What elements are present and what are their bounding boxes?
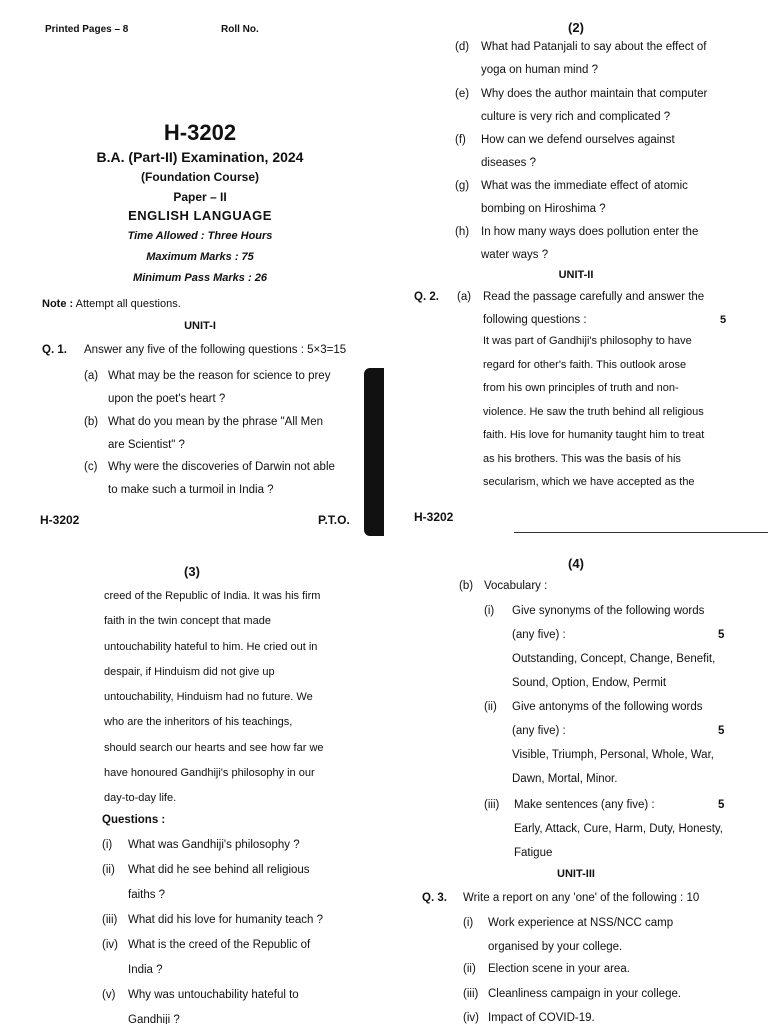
item-words: Early, Attack, Cure, Harm, Duty, Honesty, [514, 823, 723, 835]
passage-line: creed of the Republic of India. It was his firm [104, 590, 321, 602]
item-label: (ii) [463, 963, 476, 975]
page-3 [0, 540, 384, 1024]
footer-pto: P.T.O. [318, 513, 350, 527]
item-words: Visible, Triumph, Personal, Whole, War, [512, 749, 714, 761]
passage [104, 584, 348, 812]
item-line: water ways ? [481, 249, 549, 261]
passage-line: untouchability, Hinduism had no future. We [104, 691, 313, 704]
item-label: (b) [84, 416, 99, 428]
item-words: Sound, Option, Endow, Permit [512, 677, 667, 689]
item-label: (iii) [484, 799, 500, 811]
printed-pages: Printed Pages – 8 [45, 24, 129, 35]
item-line: What do you mean by the phrase "All Men [108, 416, 324, 428]
note-label: Note : [42, 298, 74, 310]
item-line: (any five) : [512, 725, 566, 737]
item-label: (i) [463, 917, 474, 929]
item-line: Why does the author maintain that computer [481, 88, 708, 100]
footer-code: H-3202 [40, 513, 80, 527]
item-line: Impact of COVID-19. [488, 1012, 595, 1024]
q1-label: Q. 1. [42, 344, 67, 356]
item-words: Outstanding, Concept, Change, Benefit, [512, 653, 716, 665]
maximum-marks: Maximum Marks : 75 [146, 251, 254, 263]
item-label: (i) [484, 605, 495, 617]
q2a-line: following questions : [483, 314, 587, 326]
item-label: (i) [102, 839, 113, 851]
item-line: Cleanliness campaign in your college. [488, 988, 682, 1000]
passage-line: violence. He saw the truth behind all religious [483, 405, 704, 418]
item-line: What was Gandhiji's philosophy ? [128, 839, 300, 851]
item-line: Election scene in your area. [488, 963, 630, 975]
item-label: (h) [455, 226, 470, 238]
item-line: What had Patanjali to say about the effect of [481, 41, 707, 53]
q2a-line: Read the passage carefully and answer the [483, 291, 705, 303]
item-label: (d) [455, 41, 470, 53]
item-line: In how many ways does pollution enter the [481, 226, 699, 238]
item-line: culture is very rich and complicated ? [481, 111, 671, 123]
subject-title: ENGLISH LANGUAGE [128, 208, 272, 223]
passage-line: It was part of Gandhiji's philosophy to have [483, 335, 692, 347]
course-name: (Foundation Course) [141, 170, 259, 184]
passage-line: who are the inheritors of his teachings, [104, 716, 293, 729]
item-label: (c) [84, 461, 98, 473]
item-line: faiths ? [128, 889, 166, 901]
item-line: Give synonyms of the following words [512, 605, 705, 617]
item-label: (iv) [463, 1012, 479, 1024]
item-marks: 5 [718, 629, 725, 641]
note-text: Attempt all questions. [75, 298, 181, 310]
item-label: (iii) [102, 914, 118, 926]
passage [483, 330, 729, 495]
item-line: What is the creed of the Republic of [128, 939, 311, 951]
item-line: (any five) : [512, 629, 566, 641]
page-4 [384, 540, 768, 1024]
exam-title: B.A. (Part-II) Examination, 2024 [96, 149, 304, 165]
passage-line: should search our hearts and see how far we [104, 741, 324, 754]
item-line: Work experience at NSS/NCC camp [488, 917, 674, 929]
item-label: (ii) [102, 864, 115, 876]
time-allowed: Time Allowed : Three Hours [127, 230, 273, 242]
binding-shadow [364, 368, 384, 536]
item-line: What did he see behind all religious [128, 864, 310, 876]
item-line: to make such a turmoil in India ? [108, 484, 274, 496]
item-words: Fatigue [514, 847, 553, 859]
b-text: Vocabulary : [484, 580, 548, 592]
item-label: (iii) [463, 988, 479, 1000]
item-line: are Scientist" ? [108, 439, 185, 451]
item-label: (a) [84, 370, 99, 382]
item-line: Gandhiji ? [128, 1014, 180, 1024]
item-line: Why were the discoveries of Darwin not able [108, 461, 335, 473]
paper-code: H-3202 [163, 120, 237, 145]
item-label: (e) [455, 88, 470, 100]
page-number: (4) [568, 556, 584, 571]
page-edge [514, 532, 768, 533]
unit-heading: UNIT-I [184, 320, 216, 332]
note [42, 298, 181, 310]
roll-no-label: Roll No. [221, 24, 259, 35]
passage-line: secularism, which we have accepted as the [483, 476, 695, 488]
b-label: (b) [459, 580, 474, 592]
item-line: diseases ? [481, 157, 536, 169]
paper-number: Paper – II [173, 190, 227, 204]
q3-label: Q. 3. [422, 892, 447, 904]
item-line: What was the immediate effect of atomic [481, 180, 688, 192]
item-line: yoga on human mind ? [481, 64, 598, 76]
item-line: Why was untouchability hateful to [128, 989, 299, 1001]
item-line: What did his love for humanity teach ? [128, 914, 323, 926]
q1-text: Answer any five of the following questions : 5×3=15 [84, 344, 347, 356]
item-label: (g) [455, 180, 470, 192]
questions-heading: Questions : [102, 814, 166, 826]
unit-heading: UNIT-III [557, 868, 595, 880]
item-line: How can we defend ourselves against [481, 134, 675, 146]
item-line: India ? [128, 964, 163, 976]
q2-label: Q. 2. [414, 291, 439, 303]
passage-line: have honoured Gandhiji's philosophy in our [104, 767, 315, 780]
item-words: Dawn, Mortal, Minor. [512, 773, 618, 785]
footer-code: H-3202 [414, 510, 454, 524]
item-marks: 5 [718, 799, 725, 811]
item-label: (ii) [484, 701, 497, 713]
q2a-marks: 5 [720, 314, 727, 326]
item-line: upon the poet's heart ? [108, 393, 226, 405]
page-number: (3) [184, 564, 200, 579]
page-number: (2) [568, 20, 584, 35]
item-line: Give antonyms of the following words [512, 701, 703, 713]
item-label: (v) [102, 989, 116, 1001]
item-line: Make sentences (any five) : [514, 799, 655, 811]
page-1 [0, 0, 384, 540]
page-2 [384, 0, 768, 540]
item-label: (iv) [102, 939, 118, 951]
passage-line: day-to-day life. [104, 792, 177, 805]
item-label: (f) [455, 134, 466, 146]
item-line: What may be the reason for science to prey [108, 370, 331, 382]
passage-line: faith in the twin concept that made [104, 615, 271, 628]
passage-line: from his own principles of truth and non- [483, 382, 679, 394]
passage-line: as his brothers. This was the basis of his [483, 452, 681, 465]
item-line: organised by your college. [488, 941, 623, 953]
passage-line: despair, if Hinduism did not give up [104, 665, 275, 678]
passage-line: untouchability hateful to him. He cried out in [104, 640, 318, 653]
q2a-label: (a) [457, 291, 472, 303]
unit-heading: UNIT-II [558, 269, 594, 281]
passage-line: faith. His love for humanity taught him to treat [483, 429, 705, 441]
minimum-marks: Minimum Pass Marks : 26 [133, 272, 267, 284]
item-marks: 5 [718, 725, 725, 737]
item-line: bombing on Hiroshima ? [481, 203, 606, 215]
passage-line: regard for other's faith. This outlook arose [483, 358, 687, 371]
q3-text: Write a report on any 'one' of the following : 10 [463, 892, 700, 904]
